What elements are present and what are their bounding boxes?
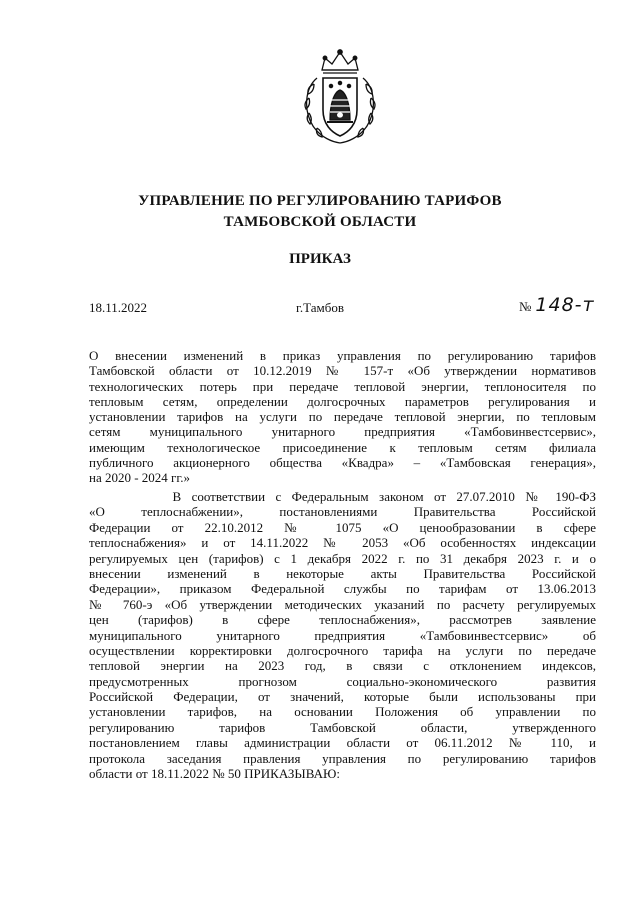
- order-body-line: В соответствии с Федеральным законом от 27.07.2010 № 190-ФЗ: [89, 489, 596, 504]
- order-body-line: регулируемых цен (тарифов) с 1 декабря 2022 г. по 31 декабря 2023 г. и о: [89, 550, 596, 566]
- order-body: [89, 489, 596, 781]
- order-body-line: протокола заседания правления управления по регулированию тарифов: [89, 750, 596, 766]
- order-title: [89, 348, 596, 485]
- order-body-line: теплоснабжения» и от 14.11.2022 № 2053 «Об особенностях индексации: [89, 535, 596, 551]
- order-title-line: имеющим технологическое присоединение к тепловым сетям филиала: [89, 439, 596, 455]
- organization-name-line1: УПРАВЛЕНИЕ ПО РЕГУЛИРОВАНИЮ ТАРИФОВ: [138, 193, 502, 209]
- order-title-line: установлении тарифов на услуги по передаче тепловой энергии, по тепловым: [89, 409, 596, 424]
- order-body-line: предусмотренных прогнозом социально-экономического развития: [89, 673, 596, 689]
- order-body-line: области от 18.11.2022 № 50 ПРИКАЗЫВАЮ:: [89, 766, 340, 782]
- tambov-coat-of-arms-icon: [297, 48, 383, 146]
- order-title-line: Тамбовской области от 10.12.2019 № 157-т «Об утверждении нормативов: [89, 363, 596, 379]
- order-body-line: Федерации от 22.10.2012 № 1075 «О ценообразовании в сфере: [89, 519, 596, 535]
- order-title-line: сетям муниципального унитарного предприятия «Тамбовинвестсервис»,: [89, 424, 596, 440]
- document-type: ПРИКАЗ: [289, 251, 351, 267]
- order-number-label: №: [519, 299, 532, 314]
- order-body-line: № 760-э «Об утверждении методических указаний по расчету регулируемых: [89, 596, 596, 612]
- order-date: 18.11.2022: [89, 300, 148, 315]
- order-number-handwritten: 148-т: [535, 294, 595, 316]
- order-body-line: установлении тарифов, на основании Положения об управлении по: [89, 704, 596, 720]
- order-body-line: тепловой энергии на 2023 год, в связи с отклонением индексов,: [89, 658, 596, 674]
- order-body-line: регулированию тарифов Тамбовской области, утвержденного: [89, 719, 596, 735]
- organization-name: [0, 191, 640, 233]
- order-body-line: муниципального унитарного предприятия «Тамбовинвестсервис» об: [89, 627, 596, 643]
- order-body-line: цен (тарифов) в сфере теплоснабжения», рассмотрев заявление: [89, 612, 596, 628]
- order-body-line: Федерации», приказом Федеральной службы по тарифам от 13.06.2013: [89, 581, 596, 597]
- order-body-line: осуществлении корректировки долгосрочного тарифа на услуги по передаче: [89, 642, 596, 658]
- order-body-line: «О теплоснабжении», постановлениями Правительства Российской: [89, 504, 596, 520]
- organization-name-line2: ТАМБОВСКОЙ ОБЛАСТИ: [223, 214, 417, 230]
- order-number: [519, 294, 595, 316]
- order-city: г.Тамбов: [296, 300, 344, 315]
- order-title-line: технологических потерь при передаче тепловой энергии, теплоносителя по: [89, 378, 596, 394]
- order-body-line: Российской Федерации, от значений, которые были использованы при: [89, 689, 596, 705]
- order-body-line: внесении изменений в некоторые акты Правительства Российской: [89, 565, 596, 581]
- order-title-line: О внесении изменений в приказ управления по регулированию тарифов: [89, 348, 596, 363]
- order-body-line: постановлением главы администрации области от 06.11.2012 № 110, и: [89, 735, 596, 751]
- order-title-line: на 2020 - 2024 гг.»: [89, 470, 191, 485]
- order-title-line: тепловым сетям, определении долгосрочных параметров регулирования и: [89, 393, 596, 409]
- order-title-line: публичного акционерного общества «Квадра» – «Тамбовская генерация»,: [89, 454, 596, 470]
